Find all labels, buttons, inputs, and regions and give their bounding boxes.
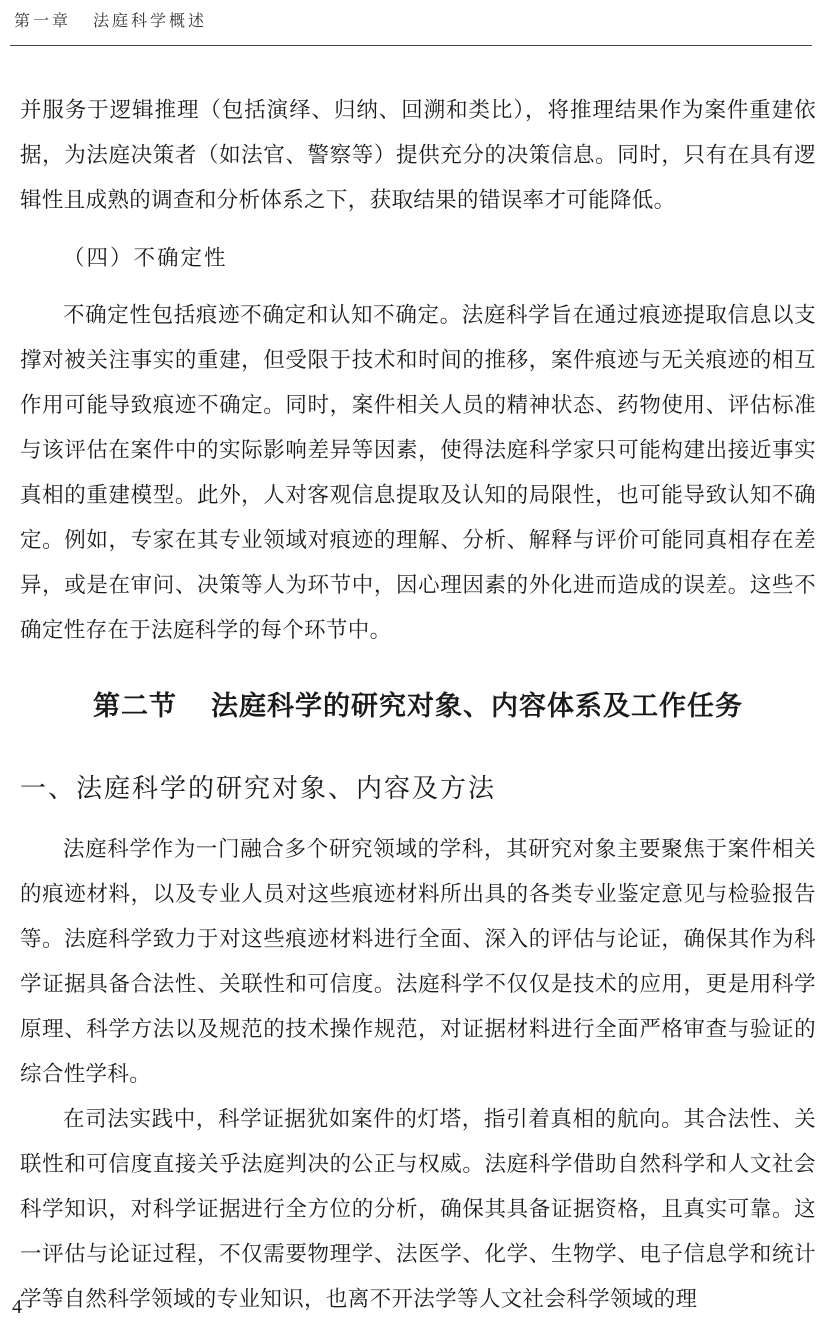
running-head <box>14 8 207 34</box>
paragraph-continued: 并服务于逻辑推理（包括演绎、归纳、回溯和类比），将推理结果作为案件重建依据，为法庭决策者（如法官、警察等）提供充分的决策信息。同时，只有在具有逻辑性且成熟的调查和分析体系之下，获取结果的错误率才可能降低。 <box>20 98 816 213</box>
paragraph-judicial-practice: 在司法实践中，科学证据犹如案件的灯塔，指引着真相的航向。其合法性、关联性和可信度直接关乎法庭判决的公正与权威。法庭科学借助自然科学和人文社会科学知识，对科学证据进行全方位的分析，确保其具备证据资格，且真实可靠。这一评估与论证过程，不仅需要物理学、法医学、化学、生物学、电子信息学和统计学等自然科学领域的专业知识，也离不开法学等人文社会科学领域的理 <box>20 1107 816 1312</box>
section-number: 第二节 <box>93 691 177 722</box>
section-title: 法庭科学的研究对象、内容体系及工作任务 <box>211 691 743 722</box>
subheading-uncertainty: （四）不确定性 <box>63 246 228 271</box>
subsection-heading: 一、法庭科学的研究对象、内容及方法 <box>20 774 497 804</box>
header-rule <box>10 45 812 46</box>
page-number: 4 <box>12 1296 22 1318</box>
paragraph-research-object: 法庭科学作为一门融合多个研究领域的学科，其研究对象主要聚焦于案件相关的痕迹材料，以及专业人员对这些痕迹材料所出具的各类专业鉴定意见与检验报告等。法庭科学致力于对这些痕迹材料进行全面、深入的评估与论证，确保其作为科学证据具备合法性、关联性和可信度。法庭科学不仅仅是技术的应用，更是用科学原理、科学方法以及规范的技术操作规范，对证据材料进行全面严格审查与验证的综合性学科。 <box>20 837 816 1087</box>
paragraph-uncertainty: 不确定性包括痕迹不确定和认知不确定。法庭科学旨在通过痕迹提取信息以支撑对被关注事实的重建，但受限于技术和时间的推移，案件痕迹与无关痕迹的相互作用可能导致痕迹不确定。同时，案件相关人员的精神状态、药物使用、评估标准与该评估在案件中的实际影响差异等因素，使得法庭科学家只可能构建出接近事实真相的重建模型。此外，人对客观信息提取及认知的局限性，也可能导致认知不确定。例如，专家在其专业领域对痕迹的理解、分析、解释与评价可能同真相存在差异，或是在审问、决策等人为环节中，因心理因素的外化进而造成的误差。这些不确定性存在于法庭科学的每个环节中。 <box>20 303 816 643</box>
running-head-chapter: 第一章 <box>14 11 72 30</box>
running-head-title: 法庭科学概述 <box>93 11 208 30</box>
section-heading <box>20 683 816 731</box>
page-body <box>20 88 816 1322</box>
